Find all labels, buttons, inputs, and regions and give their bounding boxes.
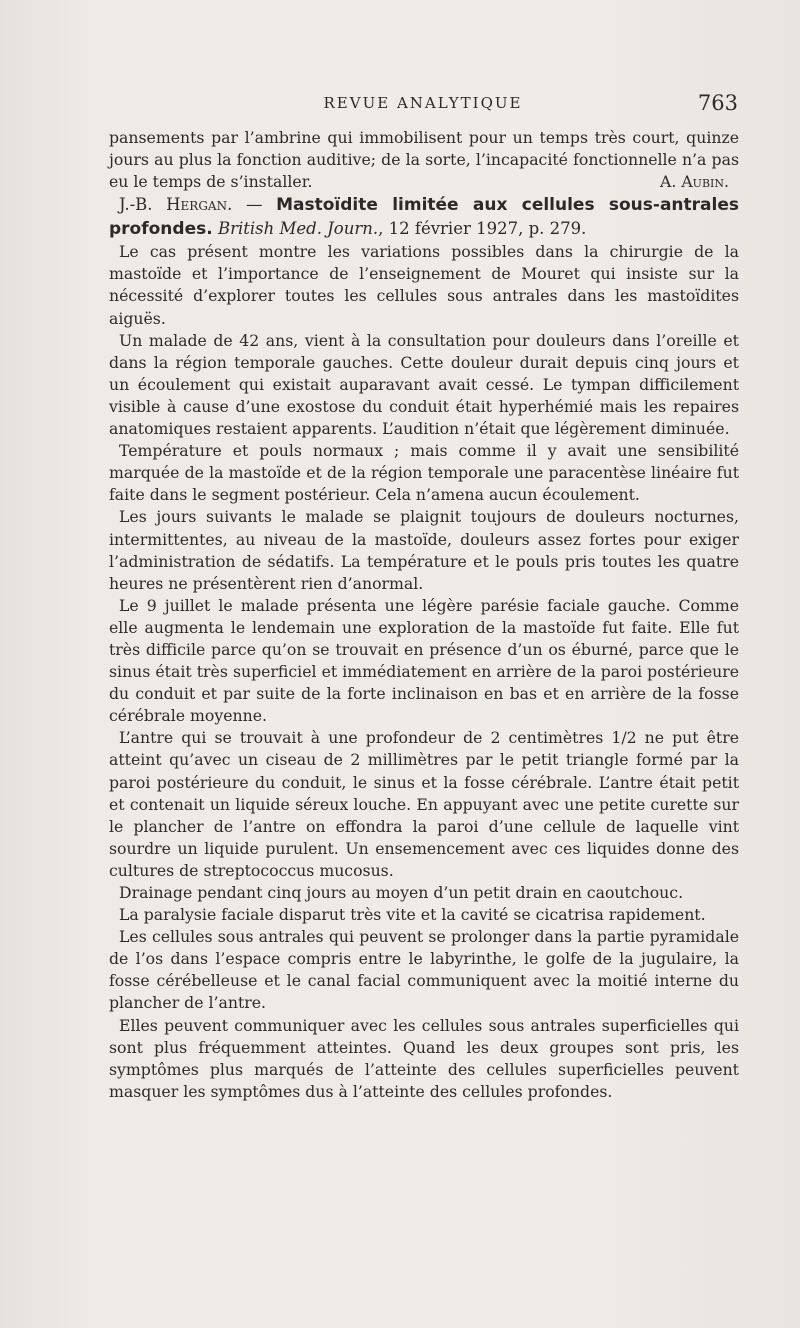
paragraph-facial-paresis: Le 9 juillet le malade présenta une légère parésie faciale gauche. Comme elle augmenta le lendemain une exploration de la mastoïde fut faite. Elle fut très difficile parce qu’on se trouvait en présence d’un os éburné, parce que le sinus était très superficiel et immédiatement en arrière de la paroi postérieure du conduit et par suite de la forte inclinaison en bas et en arrière de la fosse cérébrale moyenne. xyxy=(109,595,739,726)
article-journal: British Med. Journ. xyxy=(217,219,379,239)
page-header xyxy=(108,93,738,117)
review-signature: A. Aubin. xyxy=(660,172,729,192)
running-title: REVUE ANALYTIQUE xyxy=(323,94,523,112)
paragraph-paracentesis: Température et pouls normaux ; mais comme il y avait une sensibilité marquée de la mastoïde et de la région temporale une paracentèse linéaire fut faite dans le segment postérieur. Cela n’amena aucun écoulement. xyxy=(109,441,739,505)
page-body xyxy=(109,127,739,1103)
paragraph-drainage: Drainage pendant cinq jours au moyen d’un petit drain en caoutchouc. xyxy=(119,883,684,902)
previous-review-text: pansements par l’ambrine qui immobilisent pour un temps très court, quinze jours au plus la fonction auditive; de la sorte, l’incapacité fonctionnelle n’a pas eu le temps de s’installer. xyxy=(109,128,739,192)
article-heading xyxy=(109,193,739,241)
previous-review-ending xyxy=(109,127,739,193)
paragraph-conclusion: Elles peuvent communiquer avec les cellules sous antrales superficielles qui sont plus fréquemment atteintes. Quand les deux groupes sont pris, les symptômes plus marqués de l’atteinte des cellules superficielles peuvent masquer les symptômes dus à l’atteinte des cellules profondes. xyxy=(109,1015,739,1101)
paragraph-anatomy: Les cellules sous antrales qui peuvent se prolonger dans la partie pyramidale de l’os dans l’espace compris entre le labyrinthe, le golfe de la jugulaire, la fosse cérébelleuse et le canal facial communiquent avec la moitié interne du plancher de l’antre. xyxy=(109,927,739,1013)
page-number: 763 xyxy=(697,91,738,115)
article-dash: — xyxy=(232,195,277,215)
article-title: Mastoïdite limitée aux cellules sous-antrales profondes. xyxy=(109,195,739,240)
paragraph-introduction: Le cas présent montre les variations possibles dans la chirurgie de la mastoïde et l’importance de l’enseignement de Mouret qui insiste sur la nécessité d’explorer toutes les cellules sous antrales dans les mastoïdites aiguës. xyxy=(109,242,739,328)
article-author: J.-B. Hergan. xyxy=(119,195,233,215)
article-citation: , 12 février 1927, p. 279. xyxy=(378,219,587,239)
paragraph-recovery: La paralysie faciale disparut très vite et la cavité se cicatrisa rapidement. xyxy=(119,905,706,925)
paragraph-case-presentation: Un malade de 42 ans, vient à la consultation pour douleurs dans l’oreille et dans la région temporale gauches. Cette douleur durait depuis cinq jours et un écoulement qui existait auparavant avait cessé. Le tympan difficilement visible à cause d’une exostose du conduit était hyperhémié mais les repaires anatomiques restaient apparents. L’audition n’était que légèrement diminuée. xyxy=(109,330,739,439)
paragraph-following-days: Les jours suivants le malade se plaignit toujours de douleurs nocturnes, intermittentes, au niveau de la mastoïde, douleurs assez fortes pour exiger l’administration de sédatifs. La température et le pouls pris toutes les quatre heures ne présentèrent rien d’anormal. xyxy=(109,507,739,593)
paragraph-antrum: L’antre qui se trouvait à une profondeur de 2 centimètres 1/2 ne put être atteint qu’avec un ciseau de 2 millimètres par le petit triangle formé par la paroi postérieure du conduit, le sinus et la fosse cérébrale. L’antre était petit et contenait un liquide séreux louche. En appuyant avec une petite curette sur le plancher de l’antre on effondra la paroi d’une cellule de laquelle vint sourdre un liquide purulent. Un ensemencement avec ces liquides donne des cultures de streptococcus mucosus. xyxy=(109,728,739,880)
